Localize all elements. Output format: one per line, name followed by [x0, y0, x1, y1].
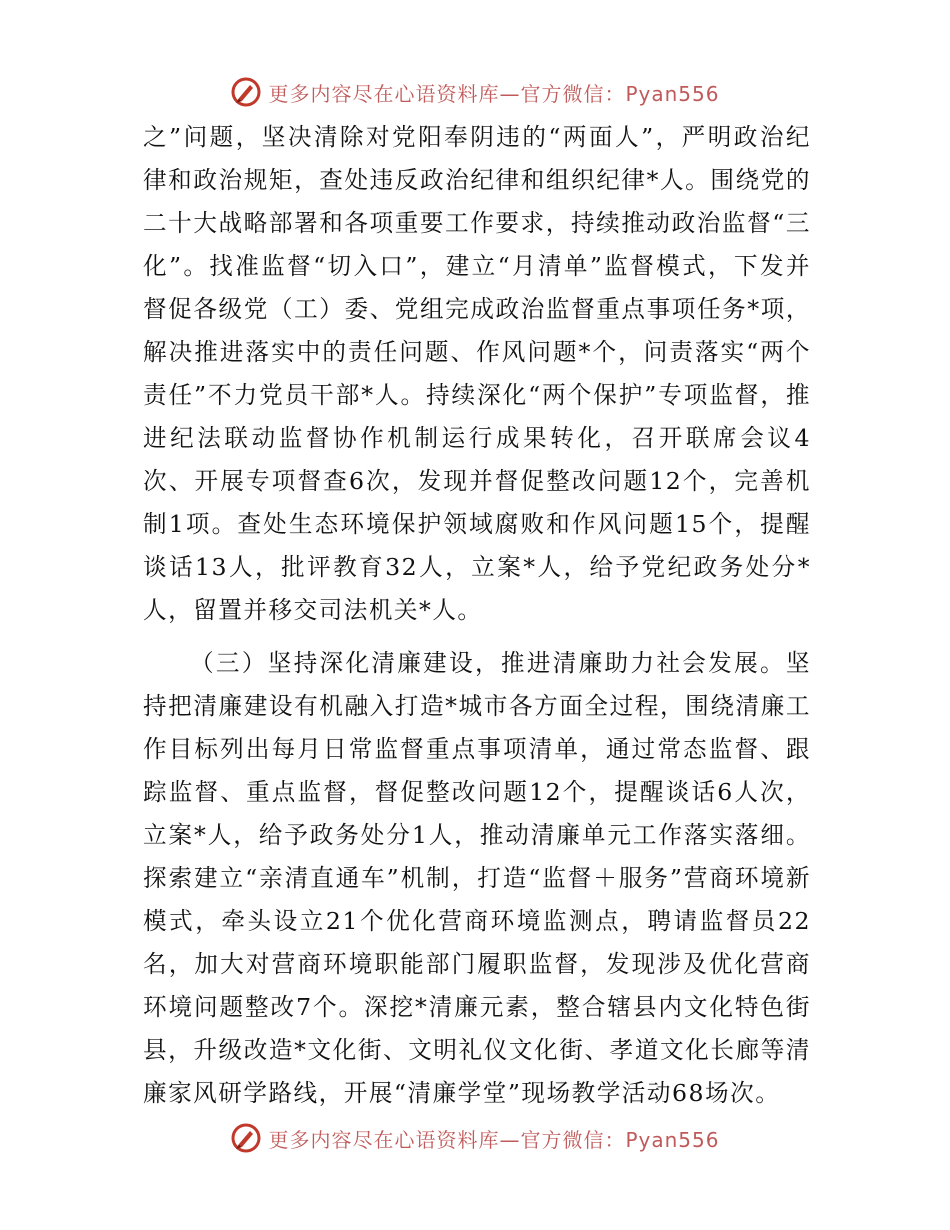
red-circle-pen-logo-icon: [230, 76, 262, 108]
watermark-text: 更多内容尽在心语资料库—官方微信：Pyan556: [268, 81, 720, 106]
document-body: [143, 116, 811, 1115]
watermark-text: 更多内容尽在心语资料库—官方微信：Pyan556: [268, 1127, 720, 1152]
footer-watermark: [0, 1118, 950, 1158]
header-watermark: [0, 72, 950, 112]
paragraph-continued: 之”问题，坚决清除对党阳奉阴违的“两面人”，严明政治纪律和政治规矩，查处违反政治纪律和组织纪律*人。围绕党的二十大战略部署和各项重要工作要求，持续推动政治监督“三化”。找准监督“切入口”，建立“月清单”监督模式，下发并督促各级党（工）委、党组完成政治监督重点事项任务*项，解决推进落实中的责任问题、作风问题*个，问责落实“两个责任”不力党员干部*人。持续深化“两个保护”专项监督，推进纪法联动监督协作机制运行成果转化，召开联席会议4次、开展专项督查6次，发现并督促整改问题12个，完善机制1项。查处生态环境保护领域腐败和作风问题15个，提醒谈话13人，批评教育32人，立案*人，给予党纪政务处分*人，留置并移交司法机关*人。: [143, 123, 811, 624]
paragraph-section-three: （三）坚持深化清廉建设，推进清廉助力社会发展。坚持把清廉建设有机融入打造*城市各方面全过程，围绕清廉工作目标列出每月日常监督重点事项清单，通过常态监督、跟踪监督、重点监督，督促整改问题12个，提醒谈话6人次，立案*人，给予政务处分1人，推动清廉单元工作落实落细。探索建立“亲清直通车”机制，打造“监督＋服务”营商环境新模式，牵头设立21个优化营商环境监测点，聘请监督员22名，加大对营商环境职能部门履职监督，发现涉及优化营商环境问题整改7个。深挖*清廉元素，整合辖县内文化特色街县，升级改造*文化街、文明礼仪文化街、孝道文化长廊等清廉家风研学路线，开展“清廉学堂”现场教学活动68场次。: [143, 649, 811, 1107]
red-circle-pen-logo-icon: [230, 1122, 262, 1154]
